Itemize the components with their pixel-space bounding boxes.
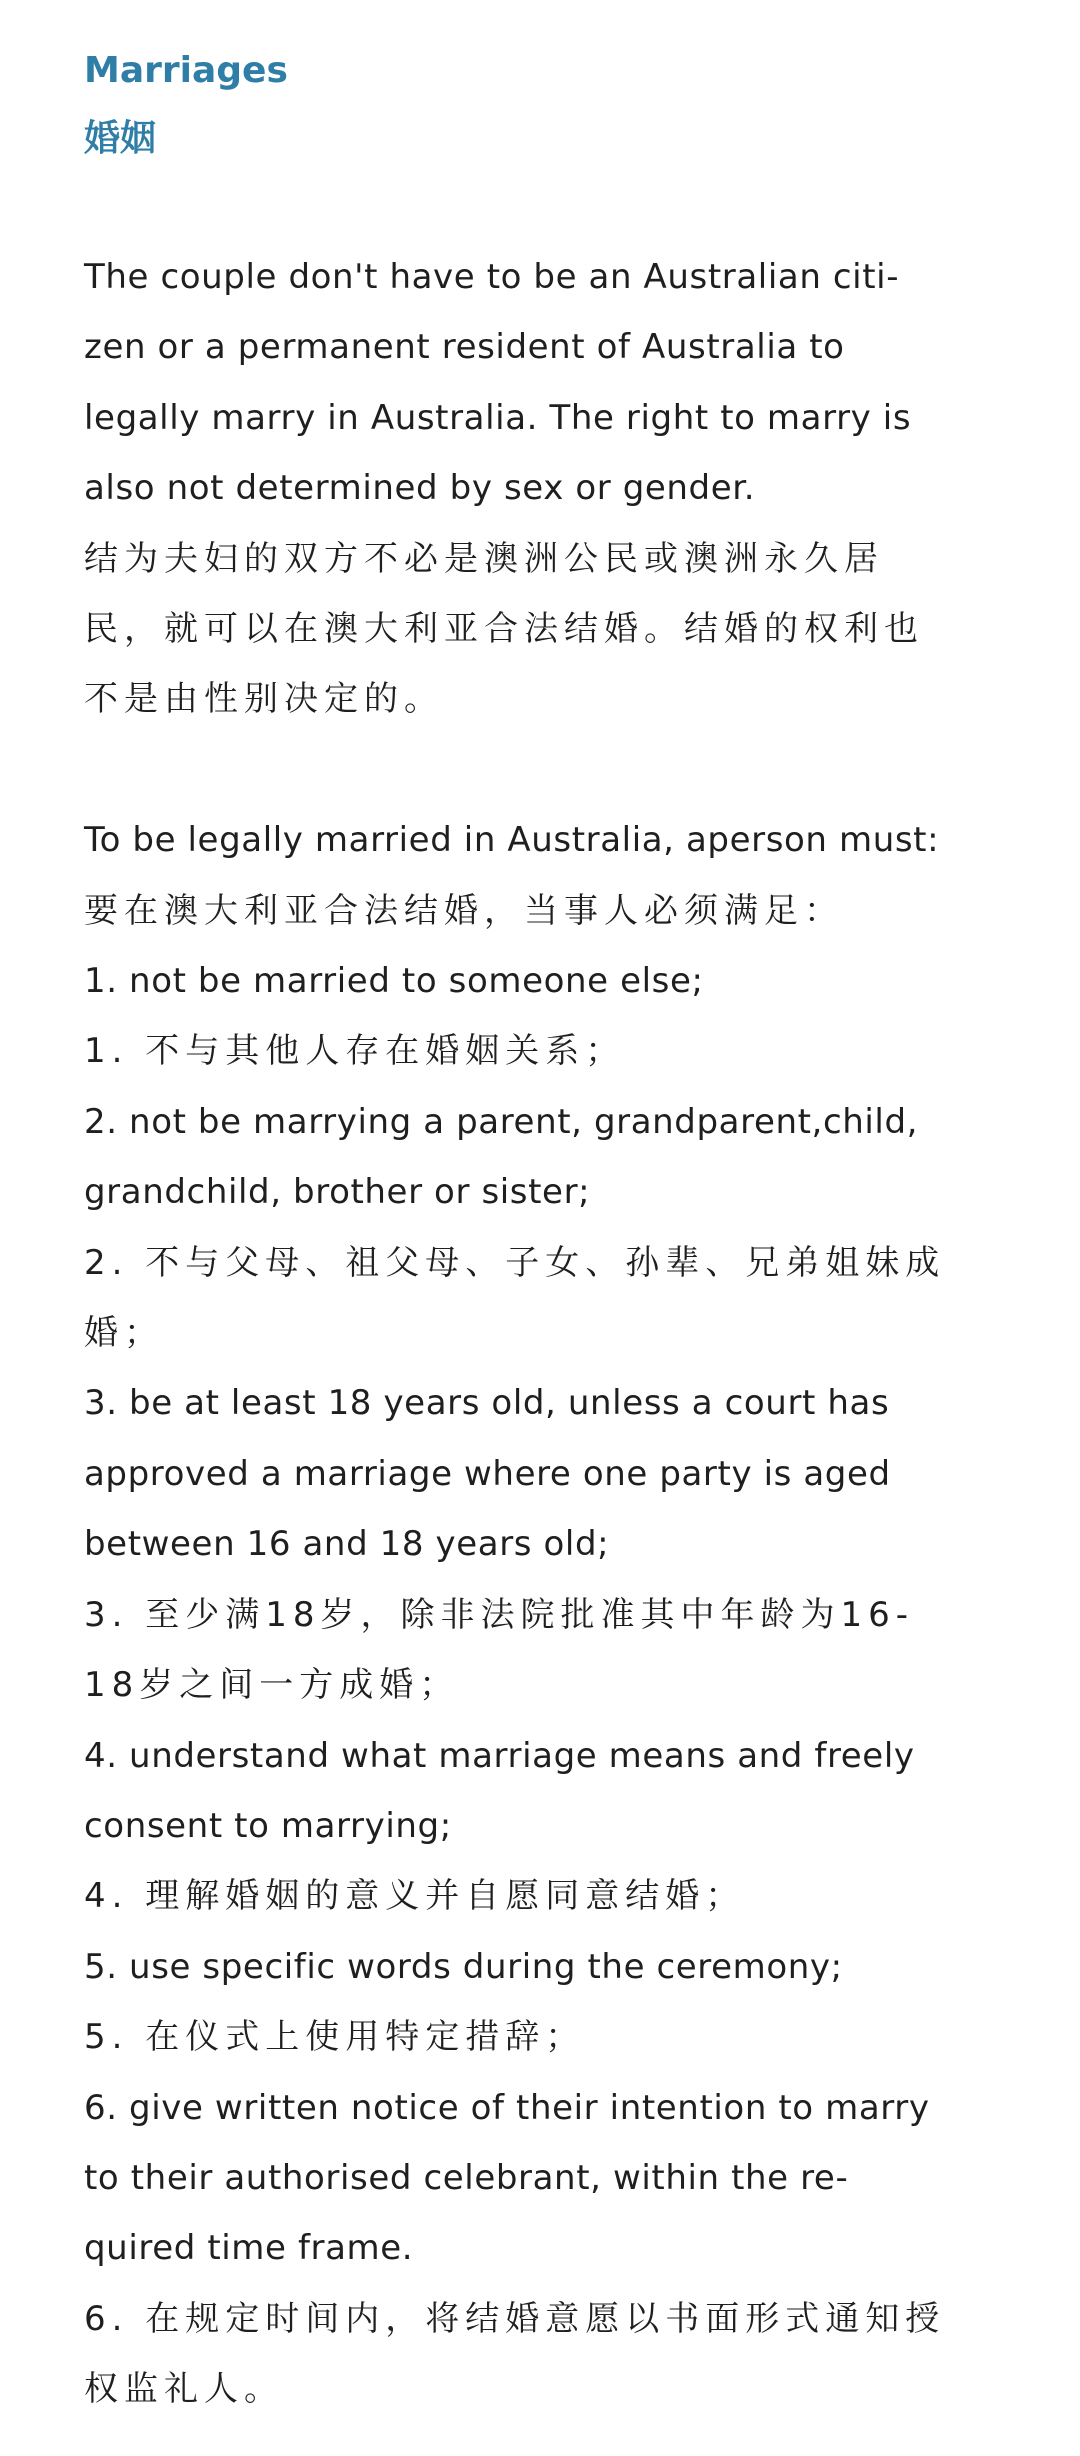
requirement-zh-line: 4. 理解婚姻的意义并自愿同意结婚； xyxy=(84,1876,746,1917)
requirement-zh-line: 2. 不与父母、祖父母、子女、孙辈、兄弟姐妹成 xyxy=(84,1242,946,1283)
text-line: 民，就可以在澳大利亚合法结婚。结婚的权利也 xyxy=(84,609,924,650)
requirement-en-line: quired time frame. xyxy=(84,2228,414,2269)
requirement-zh-line: 权监礼人。 xyxy=(84,2369,284,2410)
article xyxy=(84,36,1004,2425)
requirement-item-2 xyxy=(84,1087,1004,1369)
text-line: zen or a permanent resident of Australia to xyxy=(84,327,845,368)
requirement-en-line: 3. be at least 18 years old, unless a court has xyxy=(84,1383,890,1424)
requirement-en-line: grandchild, brother or sister; xyxy=(84,1172,591,1213)
requirement-en-line: approved a marriage where one party is aged xyxy=(84,1453,891,1494)
requirement-en-line: 4. understand what marriage means and freely xyxy=(84,1735,915,1776)
text-line: also not determined by sex or gender. xyxy=(84,468,756,509)
requirement-zh-line: 6. 在规定时间内，将结婚意愿以书面形式通知授 xyxy=(84,2298,946,2339)
section-title-zh: 婚姻 xyxy=(84,118,157,159)
requirement-en-line: 6. give written notice of their intention to marry xyxy=(84,2087,930,2128)
requirements-intro-zh: 要在澳大利亚合法结婚，当事人必须满足： xyxy=(84,890,844,931)
spacer xyxy=(84,172,1004,242)
text-line: 不是由性别决定的。 xyxy=(84,679,444,720)
requirement-item-1 xyxy=(84,946,1004,1087)
requirement-en-line: 1. not be married to someone else; xyxy=(84,961,704,1002)
requirement-en-line: to their authorised celebrant, within the re- xyxy=(84,2157,849,2198)
requirement-zh-line: 3. 至少满18岁，除非法院批准其中年龄为16- xyxy=(84,1594,915,1635)
requirement-zh-line: 5. 在仪式上使用特定措辞； xyxy=(84,2017,586,2058)
text-line: The couple don't have to be an Australian citi- xyxy=(84,257,900,297)
requirement-zh-line: 18岁之间一方成婚； xyxy=(84,1665,460,1706)
requirements-intro-en: To be legally married in Australia, aperson must: xyxy=(84,820,940,861)
text-line: 结为夫妇的双方不必是澳洲公民或澳洲永久居 xyxy=(84,538,884,579)
section-title-en: Marriages xyxy=(84,50,288,91)
requirement-item-5 xyxy=(84,1932,1004,2073)
requirement-item-6 xyxy=(84,2073,1004,2425)
requirement-en-line: consent to marrying; xyxy=(84,1805,452,1846)
paragraph-gap xyxy=(84,735,1004,805)
requirement-zh-line: 婚； xyxy=(84,1313,164,1354)
requirement-en-line: 2. not be marrying a parent, grandparent,child, xyxy=(84,1101,919,1142)
requirement-item-4 xyxy=(84,1721,1004,1932)
requirement-en-line: 5. use specific words during the ceremony; xyxy=(84,1946,843,1987)
requirement-en-line: between 16 and 18 years old; xyxy=(84,1524,610,1565)
intro-paragraph-zh xyxy=(84,524,1004,735)
requirement-zh-line: 1. 不与其他人存在婚姻关系； xyxy=(84,1031,626,1072)
intro-paragraph-en xyxy=(84,242,1004,524)
text-line: legally marry in Australia. The right to marry is xyxy=(84,397,912,438)
requirement-item-3 xyxy=(84,1368,1004,1720)
